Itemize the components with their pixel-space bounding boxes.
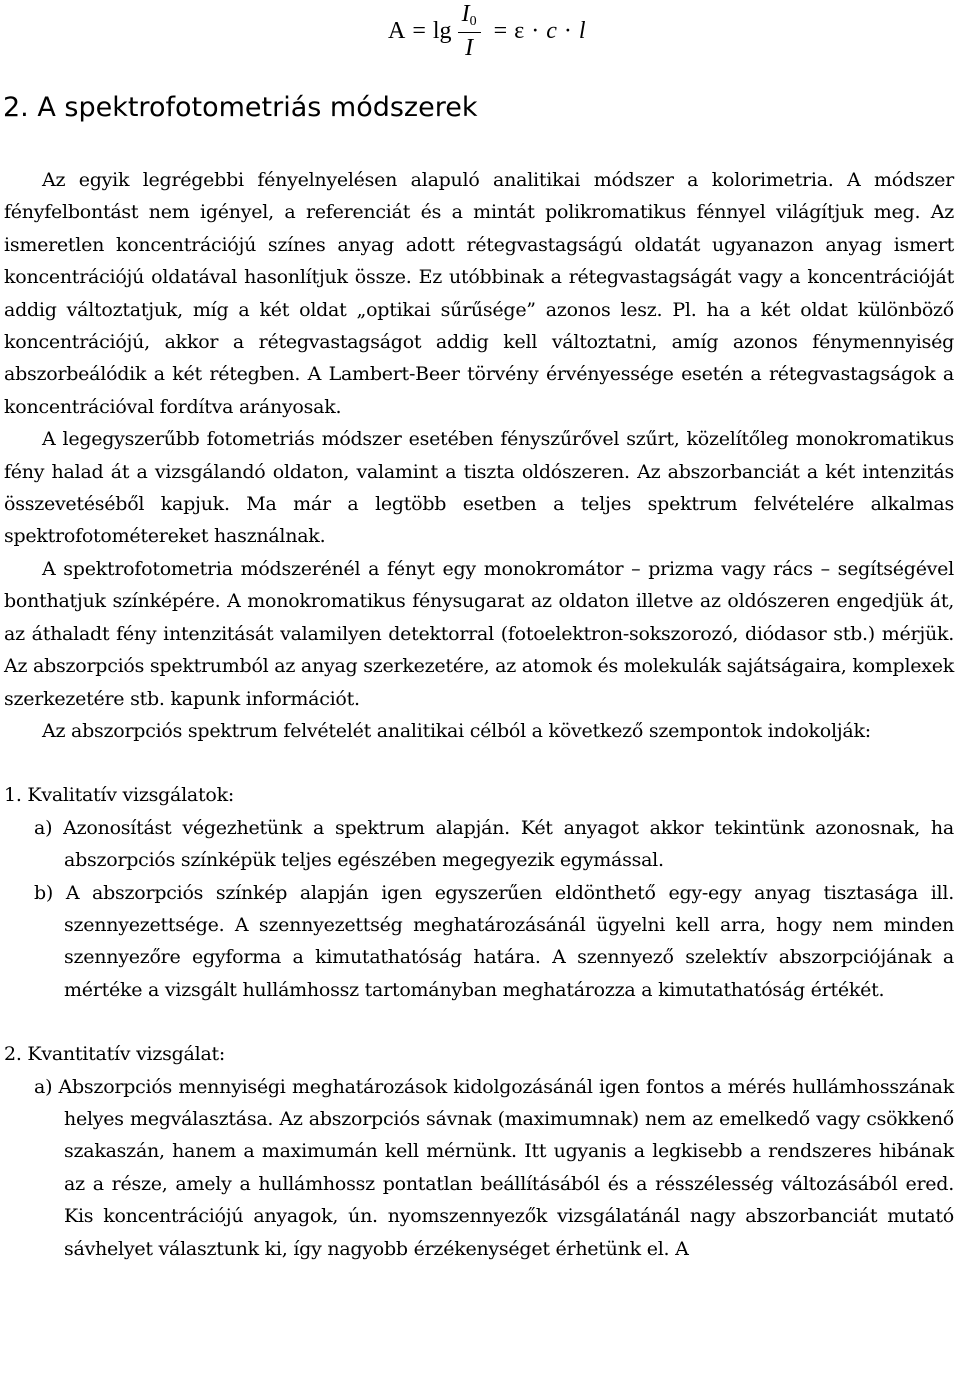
list-item-quantitative-a: a) Abszorpciós mennyiségi meghatározások kidolgozásánál igen fontos a mérés hullámhosszának helyes megválasztása. Az abszorpciós sávnak (maximumnak) nem az emelkedő vagy csökkenő szakaszán, hanem a maximumán kell mérnünk. Itt ugyanis a legkisebb a rendszeres hibának az a része, amely a hullámhossz pontatlan beállításából és a résszélesség változásából ered. Kis koncentrációjú anyagok, ún. nyomszennyezők vizsgálatánál nagy abszorbanciát mutató sávhelyet választunk ki, így nagyobb érzékenységet érhetünk el. A xyxy=(34,1075,954,1260)
formula-l: l xyxy=(578,17,586,44)
formula-equals: = xyxy=(412,17,426,44)
spacer xyxy=(4,747,954,779)
section-quantitative-title: 2. Kvantitatív vizsgálat: xyxy=(4,1043,226,1066)
paragraph-colorimetry: Az egyik legrégebbi fényelnyelésen alapuló analitikai módszer a kolorimetria. A módszer fényfelbontást nem igényel, a referenciát és a mintát polikromatikus fénnyel világítjuk meg. Az ismeretlen koncentrációjú színes anyag adott rétegvastagságú oldatát ugyanazon anyag ismert koncentrációjú oldatával hasonlítjuk össze. Ez utóbbinak a rétegvastagságát vagy a koncentrációját addig változtatjuk, míg a két oldat „optikai sűrűsége” azonos lesz. Pl. ha a két oldat különböző koncentrációjú, akkor a rétegvastagságot addig kell változtatni, amíg azonos fénymennyiség abszorbeálódik a két rétegben. A Lambert-Beer törvény érvényessége esetén a rétegvastagságok a koncentrációval fordítva arányosak. xyxy=(4,169,954,418)
formula-fraction xyxy=(458,2,481,60)
section-heading: 2. A spektrofotometriás módszerek xyxy=(3,92,478,123)
list-item-qualitative-b: b) A abszorpciós színkép alapján igen egyszerűen eldönthető egy-egy anyag tisztasága ill. szennyezettsége. A szennyezettség meghatározásánál ügyelni kell arra, hogy nem minden szennyezőre egyforma a kimutathatóság határa. A szennyező szelektív abszorpciójának a mértéke a vizsgált hullámhossz tartományban meghatározza a kimutathatóság értékét. xyxy=(34,881,954,1001)
formula-numerator-subscript: 0 xyxy=(469,14,477,29)
spacer xyxy=(4,1006,954,1038)
section-qualitative-title: 1. Kvalitatív vizsgálatok: xyxy=(4,784,234,807)
formula-numerator: $I_0$ xyxy=(458,2,481,33)
paragraph-reasons: Az abszorpciós spektrum felvételét analitikai célból a következő szempontok indokolják: xyxy=(42,719,871,742)
formula-dot-2: · xyxy=(563,17,572,44)
formula-dot: · xyxy=(531,17,540,44)
document-body xyxy=(4,164,954,1265)
paragraph-spectrophotometry: A spektrofotometria módszerénél a fényt egy monokromátor – prizma vagy rács – segítségével bonthatjuk színképére. A monokromatikus fénysugarat az oldaton illetve az oldószeren engedjük át, az áthaladt fény intenzitását valamilyen detektorral (fotoelektron-sokszorozó, diódasor stb.) mérjük. Az abszorpciós spektrumból az anyag szerkezetére, az atomok és molekulák sajátságaira, komplexek szerkezetére stb. kapunk információt. xyxy=(4,557,954,710)
formula-equals-2: = xyxy=(493,17,508,44)
formula-denominator: I xyxy=(465,35,474,61)
formula-lg: lg xyxy=(432,17,452,44)
paragraph-photometry: A legegyszerűbb fotometriás módszer esetében fényszűrővel szűrt, közelítőleg monokromatikus fény halad át a vizsgálandó oldaton, valamint a tiszta oldószeren. Az abszorbanciát a két intenzitás összevetéséből kapjuk. Ma már a legtöbb esetben a teljes spektrum felvételére alkalmas spektrofotométereket használnak. xyxy=(4,428,954,548)
lambert-beer-formula xyxy=(388,0,586,62)
formula-epsilon: ε xyxy=(514,17,525,44)
formula-c: c xyxy=(546,17,557,44)
formula-lhs: A xyxy=(388,17,406,44)
list-item-qualitative-a: a) Azonosítást végezhetünk a spektrum alapján. Két anyagot akkor tekintünk azonosnak, ha abszorpciós színképük teljes egészében megegyezik egymással. xyxy=(34,816,954,872)
